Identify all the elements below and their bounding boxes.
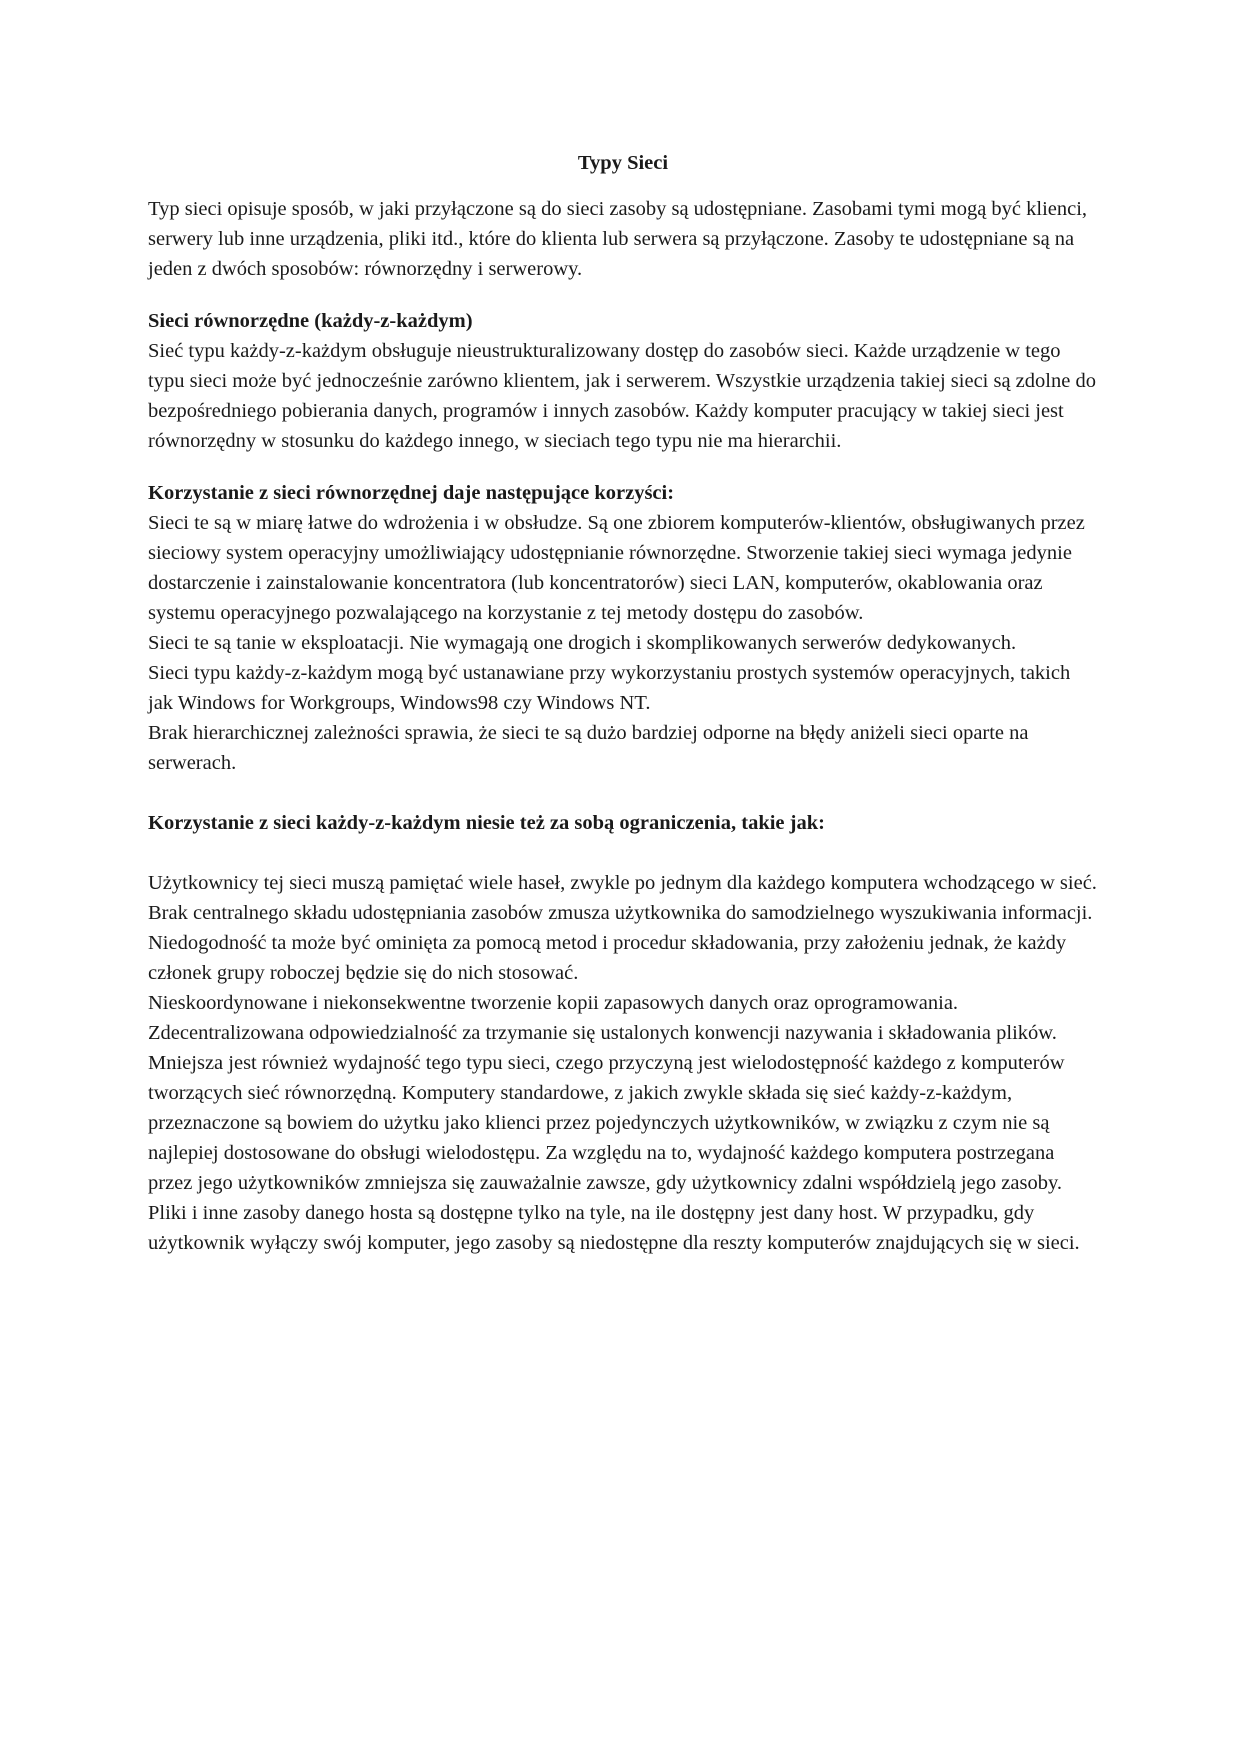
- benefit-paragraph: Sieci te są tanie w eksploatacji. Nie wymagają one drogich i skomplikowanych serwerów dedykowanych.: [148, 632, 1017, 654]
- section-heading-limitations: Korzystanie z sieci każdy-z-każdym niesie też za sobą ograniczenia, takie jak:: [148, 812, 825, 834]
- benefit-paragraph: Brak hierarchicznej zależności sprawia, że sieci te są dużo bardziej odporne na błędy aniżeli sieci oparte na serwerach.: [148, 722, 1029, 774]
- limitation-paragraph: Zdecentralizowana odpowiedzialność za trzymanie się ustalonych konwencji nazywania i składowania plików.: [148, 1022, 1057, 1044]
- spacer: [148, 284, 1098, 306]
- section-body-peer-to-peer: Sieć typu każdy-z-każdym obsługuje nieustrukturalizowany dostęp do zasobów sieci. Każde urządzenie w tego typu sieci może być jednocześnie zarówno klientem, jak i serwerem. Wszystkie urządzenia takiej sieci są zdolne do bezpośredniego pobierania danych, programów i innych zasobów. Każdy komputer pracujący w takiej sieci jest równorzędny w stosunku do każdego innego, w sieciach tego typu nie ma hierarchii.: [148, 340, 1096, 452]
- section-heading-benefits: Korzystanie z sieci równorzędnej daje następujące korzyści:: [148, 482, 675, 504]
- limitation-paragraph: Użytkownicy tej sieci muszą pamiętać wiele haseł, zwykle po jednym dla każdego komputera wchodzącego w sieć.: [148, 872, 1097, 894]
- section-heading-peer-to-peer: Sieci równorzędne (każdy-z-każdym): [148, 310, 473, 332]
- benefit-paragraph: Sieci te są w miarę łatwe do wdrożenia i w obsłudze. Są one zbiorem komputerów-klientów, obsługiwanych przez sieciowy system operacyjny umożliwiający udostępnianie równorzędne. Stworzenie takiej sieci wymaga jedynie dostarczenie i zainstalowanie koncentratora (lub koncentratorów) sieci LAN, komputerów, okablowania oraz systemu operacyjnego pozwalającego na korzystanie z tej metody dostępu do zasobów.: [148, 512, 1085, 624]
- limitation-paragraph: Mniejsza jest również wydajność tego typu sieci, czego przyczyną jest wielodostępność każdego z komputerów tworzących sieć równorzędną. Komputery standardowe, z jakich zwykle składa się sieć każdy-z-każdym, przeznaczone są bowiem do użytku jako klienci przez pojedynczych użytkowników, w związku z czym nie są najlepiej dostosowane do obsługi wielodostępu. Za względu na to, wydajność każdego komputera postrzegana przez jego użytkowników zmniejsza się zauważalnie zawsze, gdy użytkownicy zdalni współdzielą jego zasoby. Pliki i inne zasoby danego hosta są dostępne tylko na tyle, na ile dostępny jest dany host. W przypadku, gdy użytkownik wyłączy swój komputer, jego zasoby są niedostępne dla reszty komputerów znajdujących się w sieci.: [148, 1052, 1080, 1254]
- document-title: Typy Sieci: [577, 152, 669, 174]
- benefit-paragraph: Sieci typu każdy-z-każdym mogą być ustanawiane przy wykorzystaniu prostych systemów operacyjnych, takich jak Windows for Workgroups, Windows98 czy Windows NT.: [148, 662, 1071, 714]
- spacer: [148, 456, 1098, 478]
- spacer: [148, 838, 1098, 868]
- limitation-paragraph: Nieskoordynowane i niekonsekwentne tworzenie kopii zapasowych danych oraz oprogramowania.: [148, 992, 959, 1014]
- intro-paragraph: Typ sieci opisuje sposób, w jaki przyłączone są do sieci zasoby są udostępniane. Zasobami tymi mogą być klienci, serwery lub inne urządzenia, pliki itd., które do klienta lub serwera są przyłączone. Zasoby te udostępniane są na jeden z dwóch sposobów: równorzędny i serwerowy.: [148, 198, 1088, 280]
- spacer: [148, 778, 1098, 808]
- limitation-paragraph: Brak centralnego składu udostępniania zasobów zmusza użytkownika do samodzielnego wyszukiwania informacji. Niedogodność ta może być ominięta za pomocą metod i procedur składowania, przy założeniu jednak, że każdy członek grupy roboczej będzie się do nich stosować.: [148, 902, 1093, 984]
- document-page: [148, 148, 1098, 1258]
